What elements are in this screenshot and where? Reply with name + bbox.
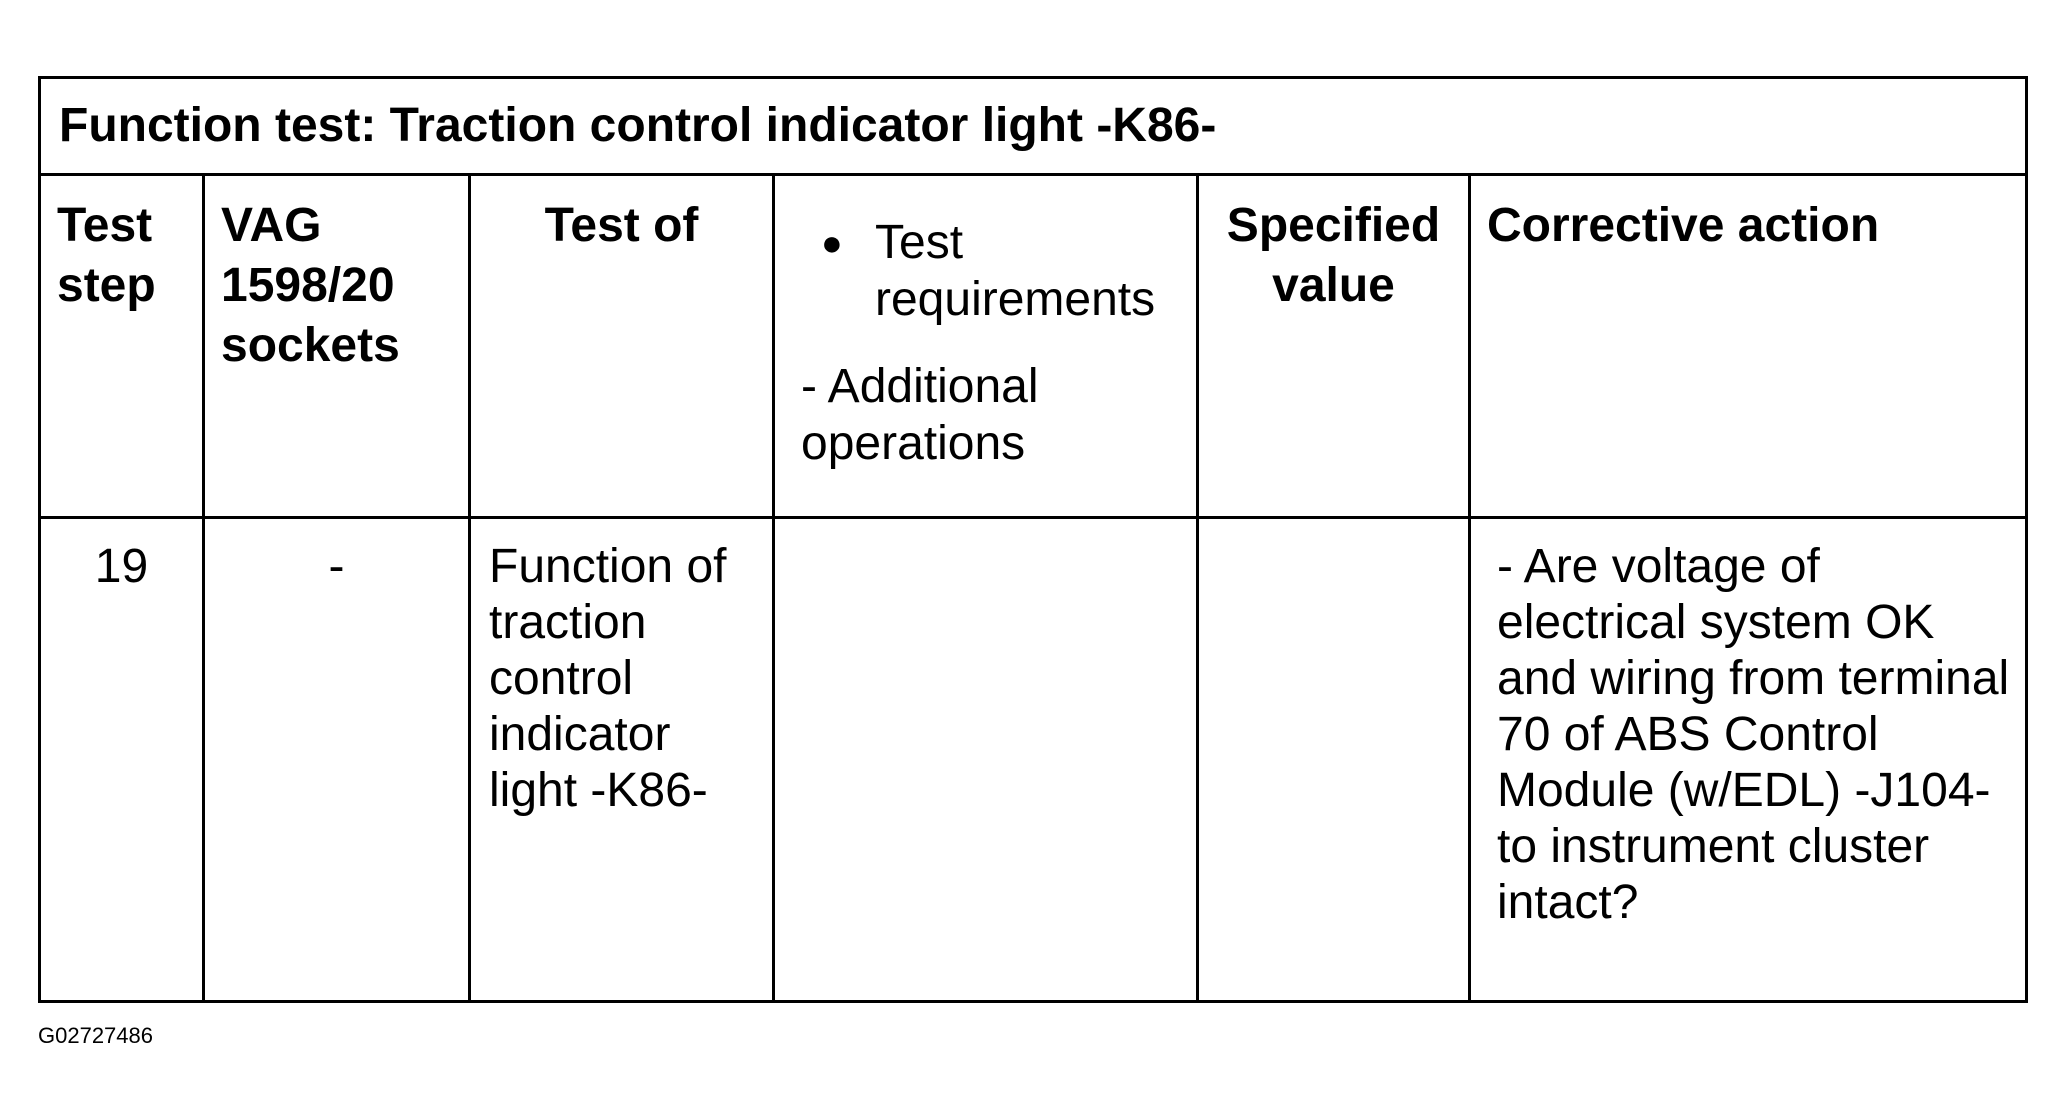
table-title: Function test: Traction control indicator light -K86- <box>40 78 2027 175</box>
cell-test-of: Function of traction control indicator light -K86- <box>470 518 774 1002</box>
header-row <box>40 175 2027 518</box>
test-requirements-label: Test requirements <box>875 216 1156 326</box>
header-specified-value: Specified value <box>1198 175 1470 518</box>
figure-id: G02727486 <box>38 1023 153 1048</box>
header-sockets: VAG 1598/20 sockets <box>204 175 470 518</box>
header-requirements <box>774 175 1198 518</box>
table-row <box>40 518 2027 1002</box>
header-test-step: Test step <box>40 175 204 518</box>
test-requirements-item <box>801 214 1186 328</box>
bullet-icon: ● <box>821 222 843 263</box>
cell-specified-value <box>1198 518 1470 1002</box>
header-corrective-action: Corrective action <box>1470 175 2027 518</box>
cell-sockets: - <box>204 518 470 1002</box>
function-test-table <box>38 76 2028 1003</box>
header-test-of: Test of <box>470 175 774 518</box>
cell-corrective-action: - Are voltage of electrical system OK and wiring from terminal 70 of ABS Control Module (w/EDL) -J104- to instrument cluster intact? <box>1470 518 2027 1002</box>
cell-requirements <box>774 518 1198 1002</box>
cell-test-step: 19 <box>40 518 204 1002</box>
additional-operations-label: - Additional operations <box>801 360 1039 470</box>
